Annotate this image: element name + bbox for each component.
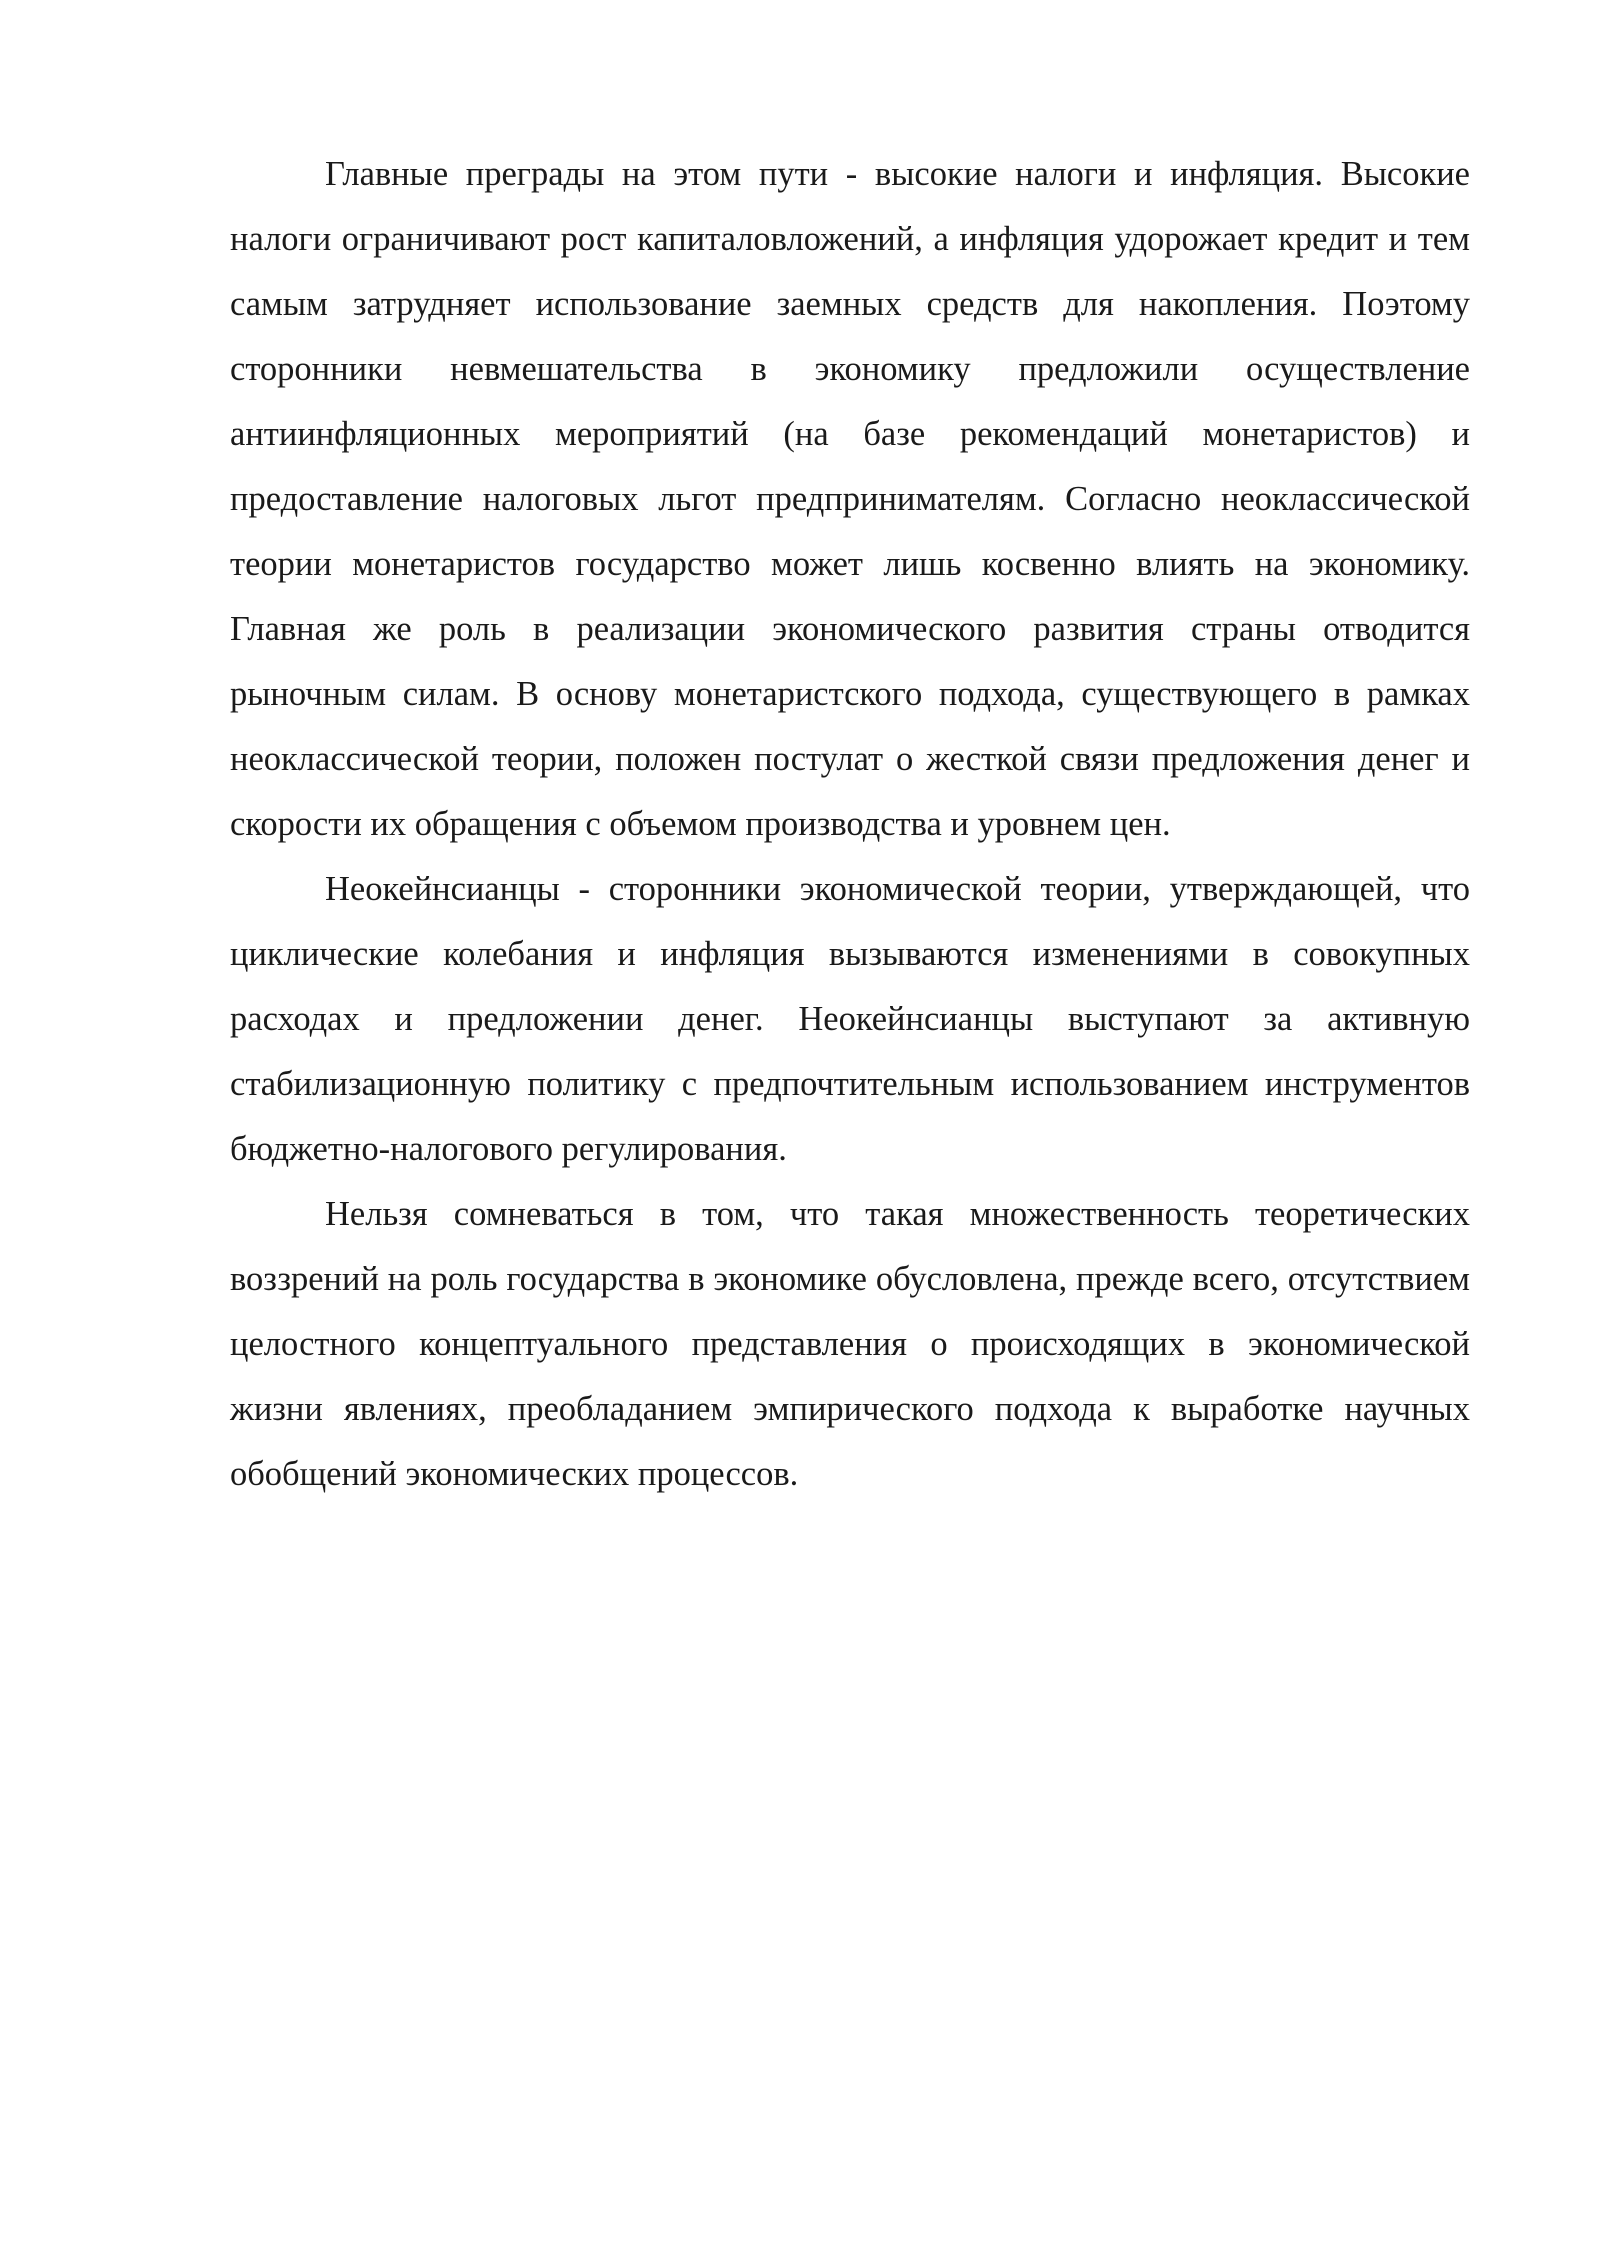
body-text — [230, 142, 1470, 1507]
paragraph-3: Нельзя сомневаться в том, что такая множественность теоретических воззрений на роль государства в экономике обусловлена, прежде всего, отсутствием целостного концептуального представления о происходящих в экономической жизни явлениях, преобладанием эмпирического подхода к выработке научных обобщений экономических процессов. — [230, 1195, 1470, 1493]
paragraph-2: Неокейнсианцы - сторонники экономической теории, утверждающей, что циклические колебания и инфляция вызываются изменениями в совокупных расходах и предложении денег. Неокейнсианцы выступают за активную стабилизационную политику с предпочтительным использованием инструментов бюджетно-налогового регулирования. — [230, 870, 1470, 1168]
paragraph-1: Главные преграды на этом пути - высокие налоги и инфляция. Высокие налоги ограничивают рост капиталовложений, а инфляция удорожает кредит и тем самым затрудняет использование заемных средств для накопления. Поэтому сторонники невмешательства в экономику предложили осуществление антиинфляционных мероприятий (на базе рекомендаций монетаристов) и предоставление налоговых льгот предпринимателям. Согласно неоклассической теории монетаристов государство может лишь косвенно влиять на экономику. Главная же роль в реализации экономического развития страны отводится рыночным силам. В основу монетаристского подхода, существующего в рамках неоклассической теории, положен постулат о жесткой связи предложения денег и скорости их обращения с объемом производства и уровнем цен. — [230, 155, 1470, 843]
